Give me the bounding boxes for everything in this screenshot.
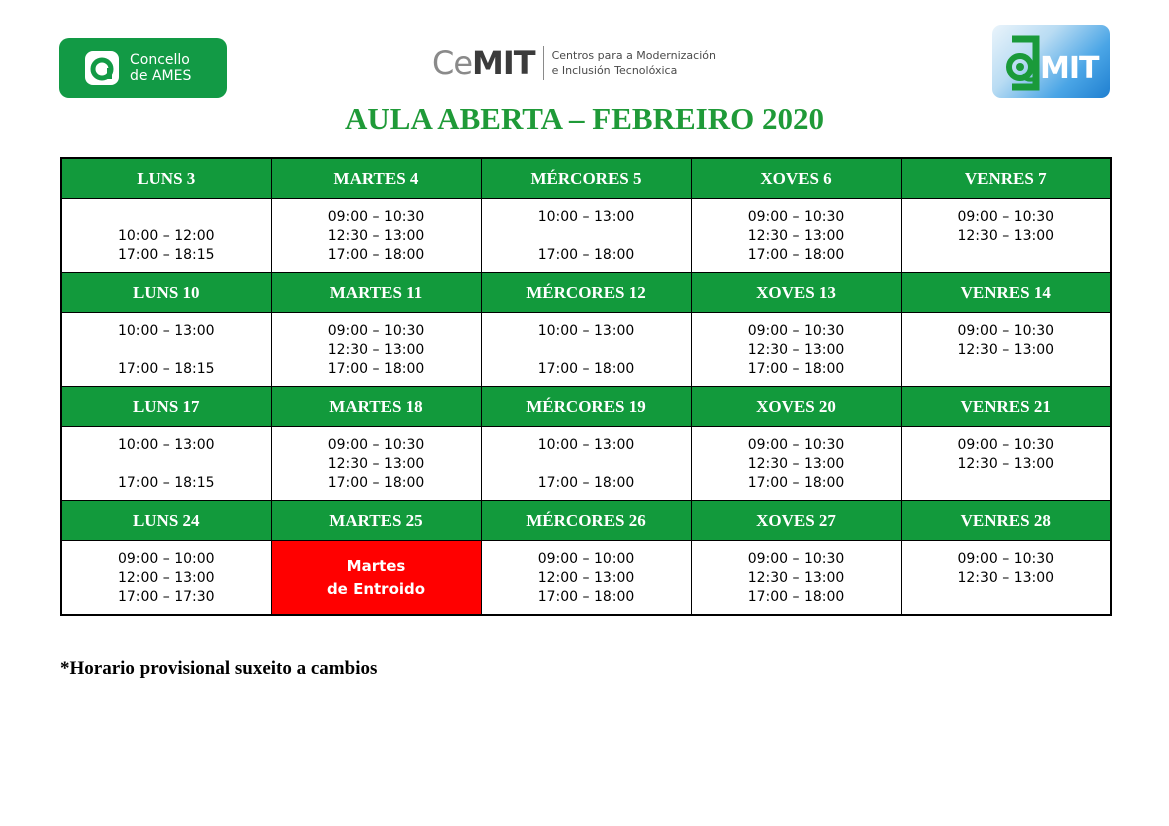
day-header: XOVES 13 — [691, 273, 901, 313]
time-slot: 17:00 – 18:00 — [327, 361, 425, 377]
time-slot: 09:00 – 10:30 — [747, 323, 845, 339]
hours-cell — [61, 313, 271, 387]
hours-list — [482, 541, 691, 607]
time-slot: 09:00 – 10:30 — [327, 209, 425, 225]
hours-list — [62, 313, 271, 379]
hours-cell — [61, 427, 271, 501]
time-slot: 12:30 – 13:00 — [957, 456, 1055, 472]
hours-list — [902, 313, 1111, 379]
hours-cell — [271, 427, 481, 501]
ames-logo-line1: Concello — [130, 52, 190, 68]
time-slot — [902, 360, 1111, 379]
day-header: MÉRCORES 5 — [481, 158, 691, 199]
time-slot: 12:30 – 13:00 — [327, 228, 425, 244]
hours-list — [692, 199, 901, 265]
time-slot: 09:00 – 10:30 — [747, 209, 845, 225]
cemit-logo-subtitle — [552, 48, 716, 78]
time-slot: 10:00 – 13:00 — [117, 437, 215, 453]
hours-cell — [61, 199, 271, 273]
time-slot: 17:00 – 17:30 — [117, 589, 215, 605]
time-slot: 17:00 – 18:00 — [747, 361, 845, 377]
page-title: AULA ABERTA – FEBREIRO 2020 — [345, 101, 824, 136]
week-header-row — [61, 387, 1111, 427]
hours-list — [272, 313, 481, 379]
ames-logo-text — [130, 52, 191, 84]
day-header: MARTES 18 — [271, 387, 481, 427]
cemit-logo-sub1: Centros para a Modernización — [551, 49, 716, 62]
cemit-logo-divider — [543, 46, 544, 80]
day-header: VENRES 7 — [901, 158, 1111, 199]
week-hours-row — [61, 427, 1111, 501]
time-slot: 17:00 – 18:00 — [537, 361, 635, 377]
time-slot: 12:30 – 13:00 — [327, 342, 425, 358]
time-slot — [482, 227, 691, 246]
hours-list — [482, 199, 691, 265]
hours-cell — [901, 199, 1111, 273]
hours-list — [482, 427, 691, 493]
hours-cell — [271, 313, 481, 387]
hours-list — [272, 199, 481, 265]
time-slot: 09:00 – 10:30 — [327, 437, 425, 453]
day-header: MARTES 25 — [271, 501, 481, 541]
hours-cell — [691, 541, 901, 616]
time-slot: 09:00 – 10:00 — [117, 551, 215, 567]
hours-list — [902, 541, 1111, 607]
time-slot: 17:00 – 18:00 — [747, 475, 845, 491]
time-slot: 12:00 – 13:00 — [117, 570, 215, 586]
hours-list — [902, 427, 1111, 493]
day-header: XOVES 20 — [691, 387, 901, 427]
day-header: MARTES 11 — [271, 273, 481, 313]
day-header: MARTES 4 — [271, 158, 481, 199]
emit-logo-text: MIT — [1040, 51, 1099, 86]
day-header: LUNS 24 — [61, 501, 271, 541]
time-slot: 17:00 – 18:00 — [747, 589, 845, 605]
time-slot: 17:00 – 18:00 — [327, 475, 425, 491]
hours-list — [482, 313, 691, 379]
time-slot: 12:00 – 13:00 — [537, 570, 635, 586]
hours-list — [692, 541, 901, 607]
holiday-label: de Entroido — [326, 579, 426, 598]
time-slot: 17:00 – 18:00 — [747, 247, 845, 263]
hours-cell — [481, 541, 691, 616]
time-slot: 17:00 – 18:15 — [117, 475, 215, 491]
day-header: LUNS 3 — [61, 158, 271, 199]
concello-ames-logo — [59, 38, 227, 98]
time-slot: 12:30 – 13:00 — [957, 342, 1055, 358]
hours-cell — [481, 427, 691, 501]
time-slot: 09:00 – 10:30 — [957, 437, 1055, 453]
time-slot — [62, 455, 271, 474]
time-slot: 09:00 – 10:00 — [537, 551, 635, 567]
hours-cell — [901, 427, 1111, 501]
day-header: MÉRCORES 19 — [481, 387, 691, 427]
time-slot: 12:30 – 13:00 — [747, 456, 845, 472]
time-slot: 10:00 – 13:00 — [117, 323, 215, 339]
time-slot: 10:00 – 13:00 — [537, 323, 635, 339]
hours-cell — [481, 199, 691, 273]
time-slot: 09:00 – 10:30 — [747, 551, 845, 567]
holiday-label: Martes — [346, 556, 406, 575]
time-slot: 09:00 – 10:30 — [957, 551, 1055, 567]
time-slot: 12:30 – 13:00 — [747, 570, 845, 586]
schedule-table — [60, 157, 1112, 616]
time-slot: 10:00 – 12:00 — [117, 228, 215, 244]
hours-cell — [691, 313, 901, 387]
hours-cell — [901, 313, 1111, 387]
day-header: VENRES 28 — [901, 501, 1111, 541]
hours-list — [902, 199, 1111, 265]
time-slot: 09:00 – 10:30 — [747, 437, 845, 453]
day-header: XOVES 6 — [691, 158, 901, 199]
time-slot — [902, 474, 1111, 493]
hours-cell — [901, 541, 1111, 616]
time-slot: 12:30 – 13:00 — [957, 570, 1055, 586]
hours-list — [692, 313, 901, 379]
ames-logo-icon — [85, 51, 119, 85]
cemit-logo-wordmark — [432, 44, 535, 82]
time-slot: 17:00 – 18:00 — [537, 475, 635, 491]
schedule-body — [61, 158, 1111, 615]
hours-cell — [61, 541, 271, 616]
time-slot — [62, 341, 271, 360]
day-header: MÉRCORES 12 — [481, 273, 691, 313]
cemit-logo-mit: MIT — [472, 44, 535, 82]
week-hours-row — [61, 313, 1111, 387]
cemit-logo — [432, 44, 716, 82]
time-slot: 09:00 – 10:30 — [957, 209, 1055, 225]
time-slot — [482, 455, 691, 474]
hours-cell — [481, 313, 691, 387]
cemit-logo-ce: Ce — [432, 44, 473, 82]
hours-cell — [691, 427, 901, 501]
hours-list — [62, 199, 271, 265]
day-header: VENRES 14 — [901, 273, 1111, 313]
emit-logo — [992, 25, 1110, 98]
holiday-cell — [271, 541, 481, 616]
time-slot — [902, 246, 1111, 265]
time-slot: 09:00 – 10:30 — [327, 323, 425, 339]
week-hours-row — [61, 199, 1111, 273]
week-header-row — [61, 501, 1111, 541]
day-header: MÉRCORES 26 — [481, 501, 691, 541]
time-slot: 17:00 – 18:15 — [117, 361, 215, 377]
time-slot: 12:30 – 13:00 — [747, 228, 845, 244]
hours-list — [272, 427, 481, 493]
week-header-row — [61, 158, 1111, 199]
time-slot: 12:30 – 13:00 — [327, 456, 425, 472]
time-slot: 10:00 – 13:00 — [537, 209, 635, 225]
day-header: XOVES 27 — [691, 501, 901, 541]
week-header-row — [61, 273, 1111, 313]
time-slot: 09:00 – 10:30 — [957, 323, 1055, 339]
time-slot — [482, 341, 691, 360]
cemit-logo-sub2: e Inclusión Tecnolóxica — [551, 64, 678, 77]
time-slot: 17:00 – 18:00 — [537, 247, 635, 263]
ames-logo-line2: de AMES — [130, 68, 192, 84]
time-slot: 12:30 – 13:00 — [747, 342, 845, 358]
hours-cell — [271, 199, 481, 273]
time-slot: 10:00 – 13:00 — [537, 437, 635, 453]
hours-cell — [691, 199, 901, 273]
hours-list — [692, 427, 901, 493]
time-slot: 12:30 – 13:00 — [957, 228, 1055, 244]
day-header: LUNS 10 — [61, 273, 271, 313]
week-hours-row — [61, 541, 1111, 616]
provisional-note: *Horario provisional suxeito a cambios — [60, 658, 378, 679]
time-slot — [62, 208, 271, 227]
time-slot: 17:00 – 18:00 — [327, 247, 425, 263]
time-slot: 17:00 – 18:00 — [537, 589, 635, 605]
hours-list — [62, 541, 271, 607]
day-header: LUNS 17 — [61, 387, 271, 427]
day-header: VENRES 21 — [901, 387, 1111, 427]
hours-list — [62, 427, 271, 493]
time-slot: 17:00 – 18:15 — [117, 247, 215, 263]
time-slot — [902, 588, 1111, 607]
